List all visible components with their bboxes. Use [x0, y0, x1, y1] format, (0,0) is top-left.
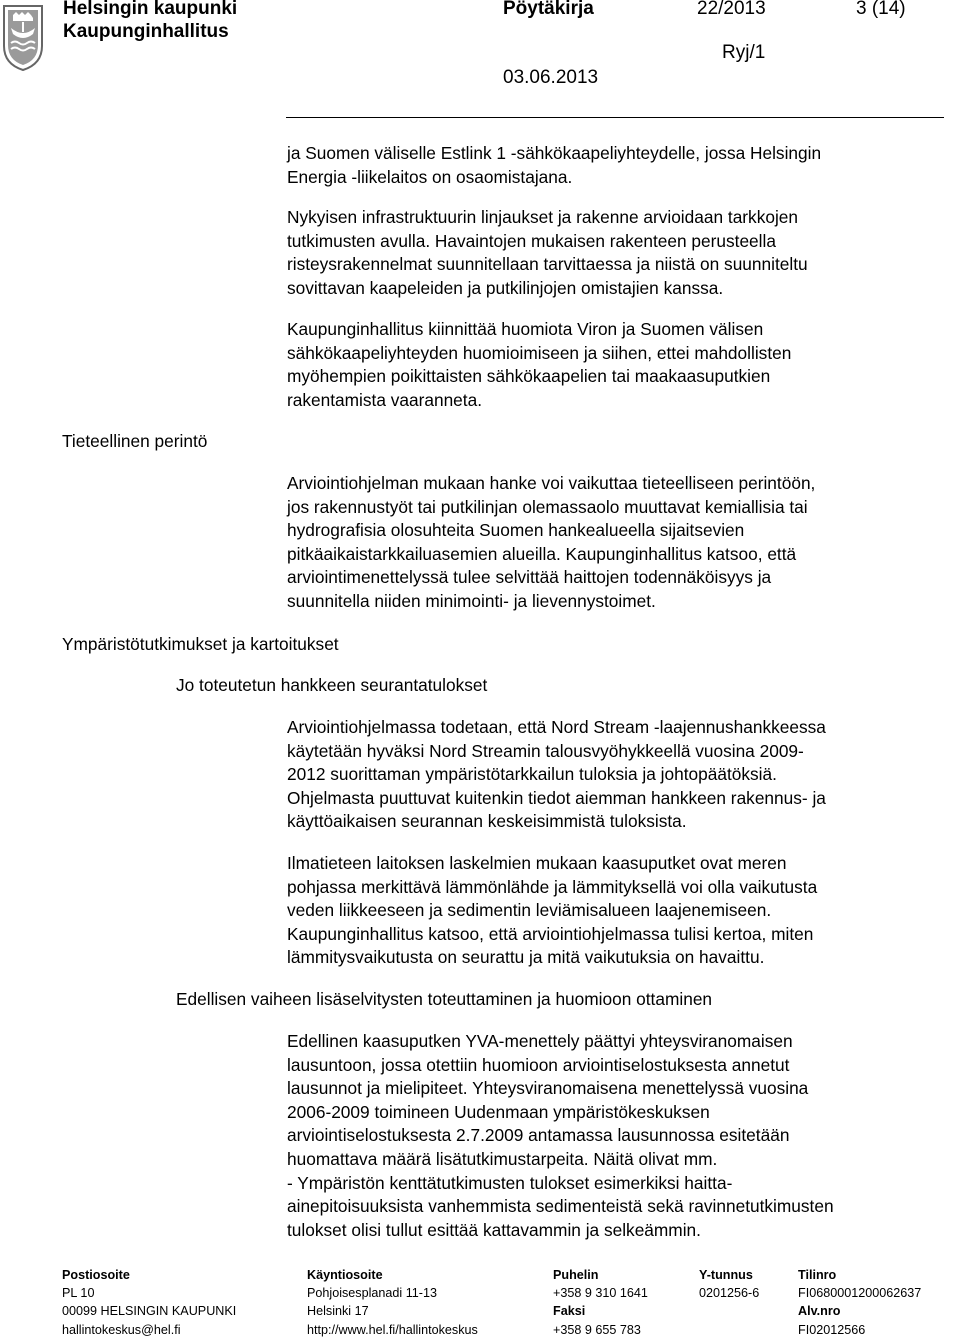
section-heading-heritage: Tieteellinen perintö	[62, 431, 208, 451]
footer-website-link[interactable]: http://www.hel.fi/hallintokeskus	[307, 1322, 478, 1337]
page-number: 3 (14)	[856, 0, 906, 19]
section-heading-monitoring: Jo toteutetun hankkeen seurantatulokset	[176, 675, 488, 695]
footer-phone: Puhelin +358 9 310 1641 Faksi +358 9 655 783	[553, 1268, 648, 1337]
paragraph-nord-stream-monitoring: Arviointiohjelmassa todetaan, että Nord Stream -laajennushankkeessa käytetään hyväksi Nord Streamin talousvyöhykkeellä vuosina 2009- 2012 suorittaman ympäristötarkkailun tuloksia ja johtopäätöksiä. Ohjelmasta puuttuvat kuitenkin tiedot aiemman hankkeen rakennus- ja käyttöaikaisen seurannan keskeisimmistä tuloksista.	[287, 717, 826, 832]
doc-ref: Ryj/1	[722, 42, 766, 63]
paragraph-infrastructure: Nykyisen infrastruktuurin linjaukset ja rakenne arvioidaan tarkkojen tutkimusten avulla. Havaintojen mukaisen rakenteen perusteella risteysrakennelmat suunnitellaan tarvittaessa ja niistä on suunniteltu sovittavan kaapeleiden ja putkilinjojen omistajien kanssa.	[287, 207, 808, 298]
doc-type: Pöytäkirja	[503, 0, 594, 19]
header-divider	[286, 117, 944, 118]
footer-business-id: Y-tunnus 0201256-6	[699, 1268, 760, 1301]
org-name: Helsingin kaupunki	[63, 0, 238, 19]
doc-number: 22/2013	[697, 0, 766, 19]
paragraph-previous-eia: Edellinen kaasuputken YVA-menettely päättyi yhteysviranomaisen lausuntoon, jossa otettiin huomioon arviointiselostuksesta annetut lausunnot ja mielipiteet. Yhteysviranomaisena menettelyssä vuosina 2006-2009 toimineen Uudenmaan ympäristökeskuksen arviointiselostuksesta 2.7.2009 antamassa lausunnossa esitetään huomattava määrä lisätutkimustarpeita. Näitä olivat mm. - Ympäristön kenttätutkimusten tulokset esimerkiksi haitta- ainepitoisuuksista vanhemmista sedimenteistä sekä ravinnetutkimusten tulokset olisi tullut esittää kattavammin ja selkeämmin.	[287, 1031, 834, 1240]
paragraph-scientific-heritage: Arviointiohjelman mukaan hanke voi vaikuttaa tieteelliseen perintöön, jos rakennustyöt tai putkilinjan olemassaolo muuttavat kemiallisia tai hydrografisia olosuhteita Suomen hankealueella sijaitsevien pitkäaikaistarkkailuasemien alueilla. Kaupunginhallitus katsoo, että arviointimenettelyssä tulee selvittää haittojen todennäköisyys ja suunnitella niiden minimointi- ja lievennystoimet.	[287, 473, 816, 611]
section-heading-previous-phase: Edellisen vaiheen lisäselvitysten toteuttaminen ja huomioon ottaminen	[176, 989, 713, 1009]
board-name: Kaupunginhallitus	[63, 21, 229, 42]
paragraph-heat-effects: Ilmatieteen laitoksen laskelmien mukaan kaasuputket ovat meren pohjassa merkittävä lämmönlähde ja lämmityksellä voi olla vaikutusta veden liikkeeseen ja sedimentin leviämisalueen laajenemiseen. Kaupunginhallitus katsoo, että arviointiohjelmassa tulisi kertoa, miten lämmitysvaikutusta on seurattu ja mitä vaikutuksia on havaittu.	[287, 853, 818, 968]
footer-email-link[interactable]: hallintokeskus@hel.fi	[62, 1322, 181, 1337]
footer-postal-address: Postiosoite PL 10 00099 HELSINGIN KAUPUNKI hallintokeskus@hel.fi	[62, 1266, 236, 1339]
section-heading-env-studies: Ympäristötutkimukset ja kartoitukset	[62, 634, 339, 654]
helsinki-crest-logo	[2, 2, 44, 72]
paragraph-city-board-attention: Kaupunginhallitus kiinnittää huomiota Viron ja Suomen välisen sähkökaapeliyhteyden huomioimiseen ja siihen, ettei mahdollisten myöhempien poikittaisten sähkökaapelien tai maakaasuputkien rakentamista vaaranneta.	[287, 319, 792, 410]
doc-date: 03.06.2013	[503, 67, 599, 88]
paragraph-estlink: ja Suomen väliselle Estlink 1 -sähkökaapeliyhteydelle, jossa Helsingin Energia -liikelaitos on osaomistajana.	[287, 143, 822, 187]
footer-account: Tilinro FI0680001200062637 Alv.nro FI02012566	[798, 1268, 922, 1337]
footer-visiting-address: Käyntiosoite Pohjoisesplanadi 11-13 Helsinki 17 http://www.hel.fi/hallintokeskus	[307, 1266, 478, 1339]
